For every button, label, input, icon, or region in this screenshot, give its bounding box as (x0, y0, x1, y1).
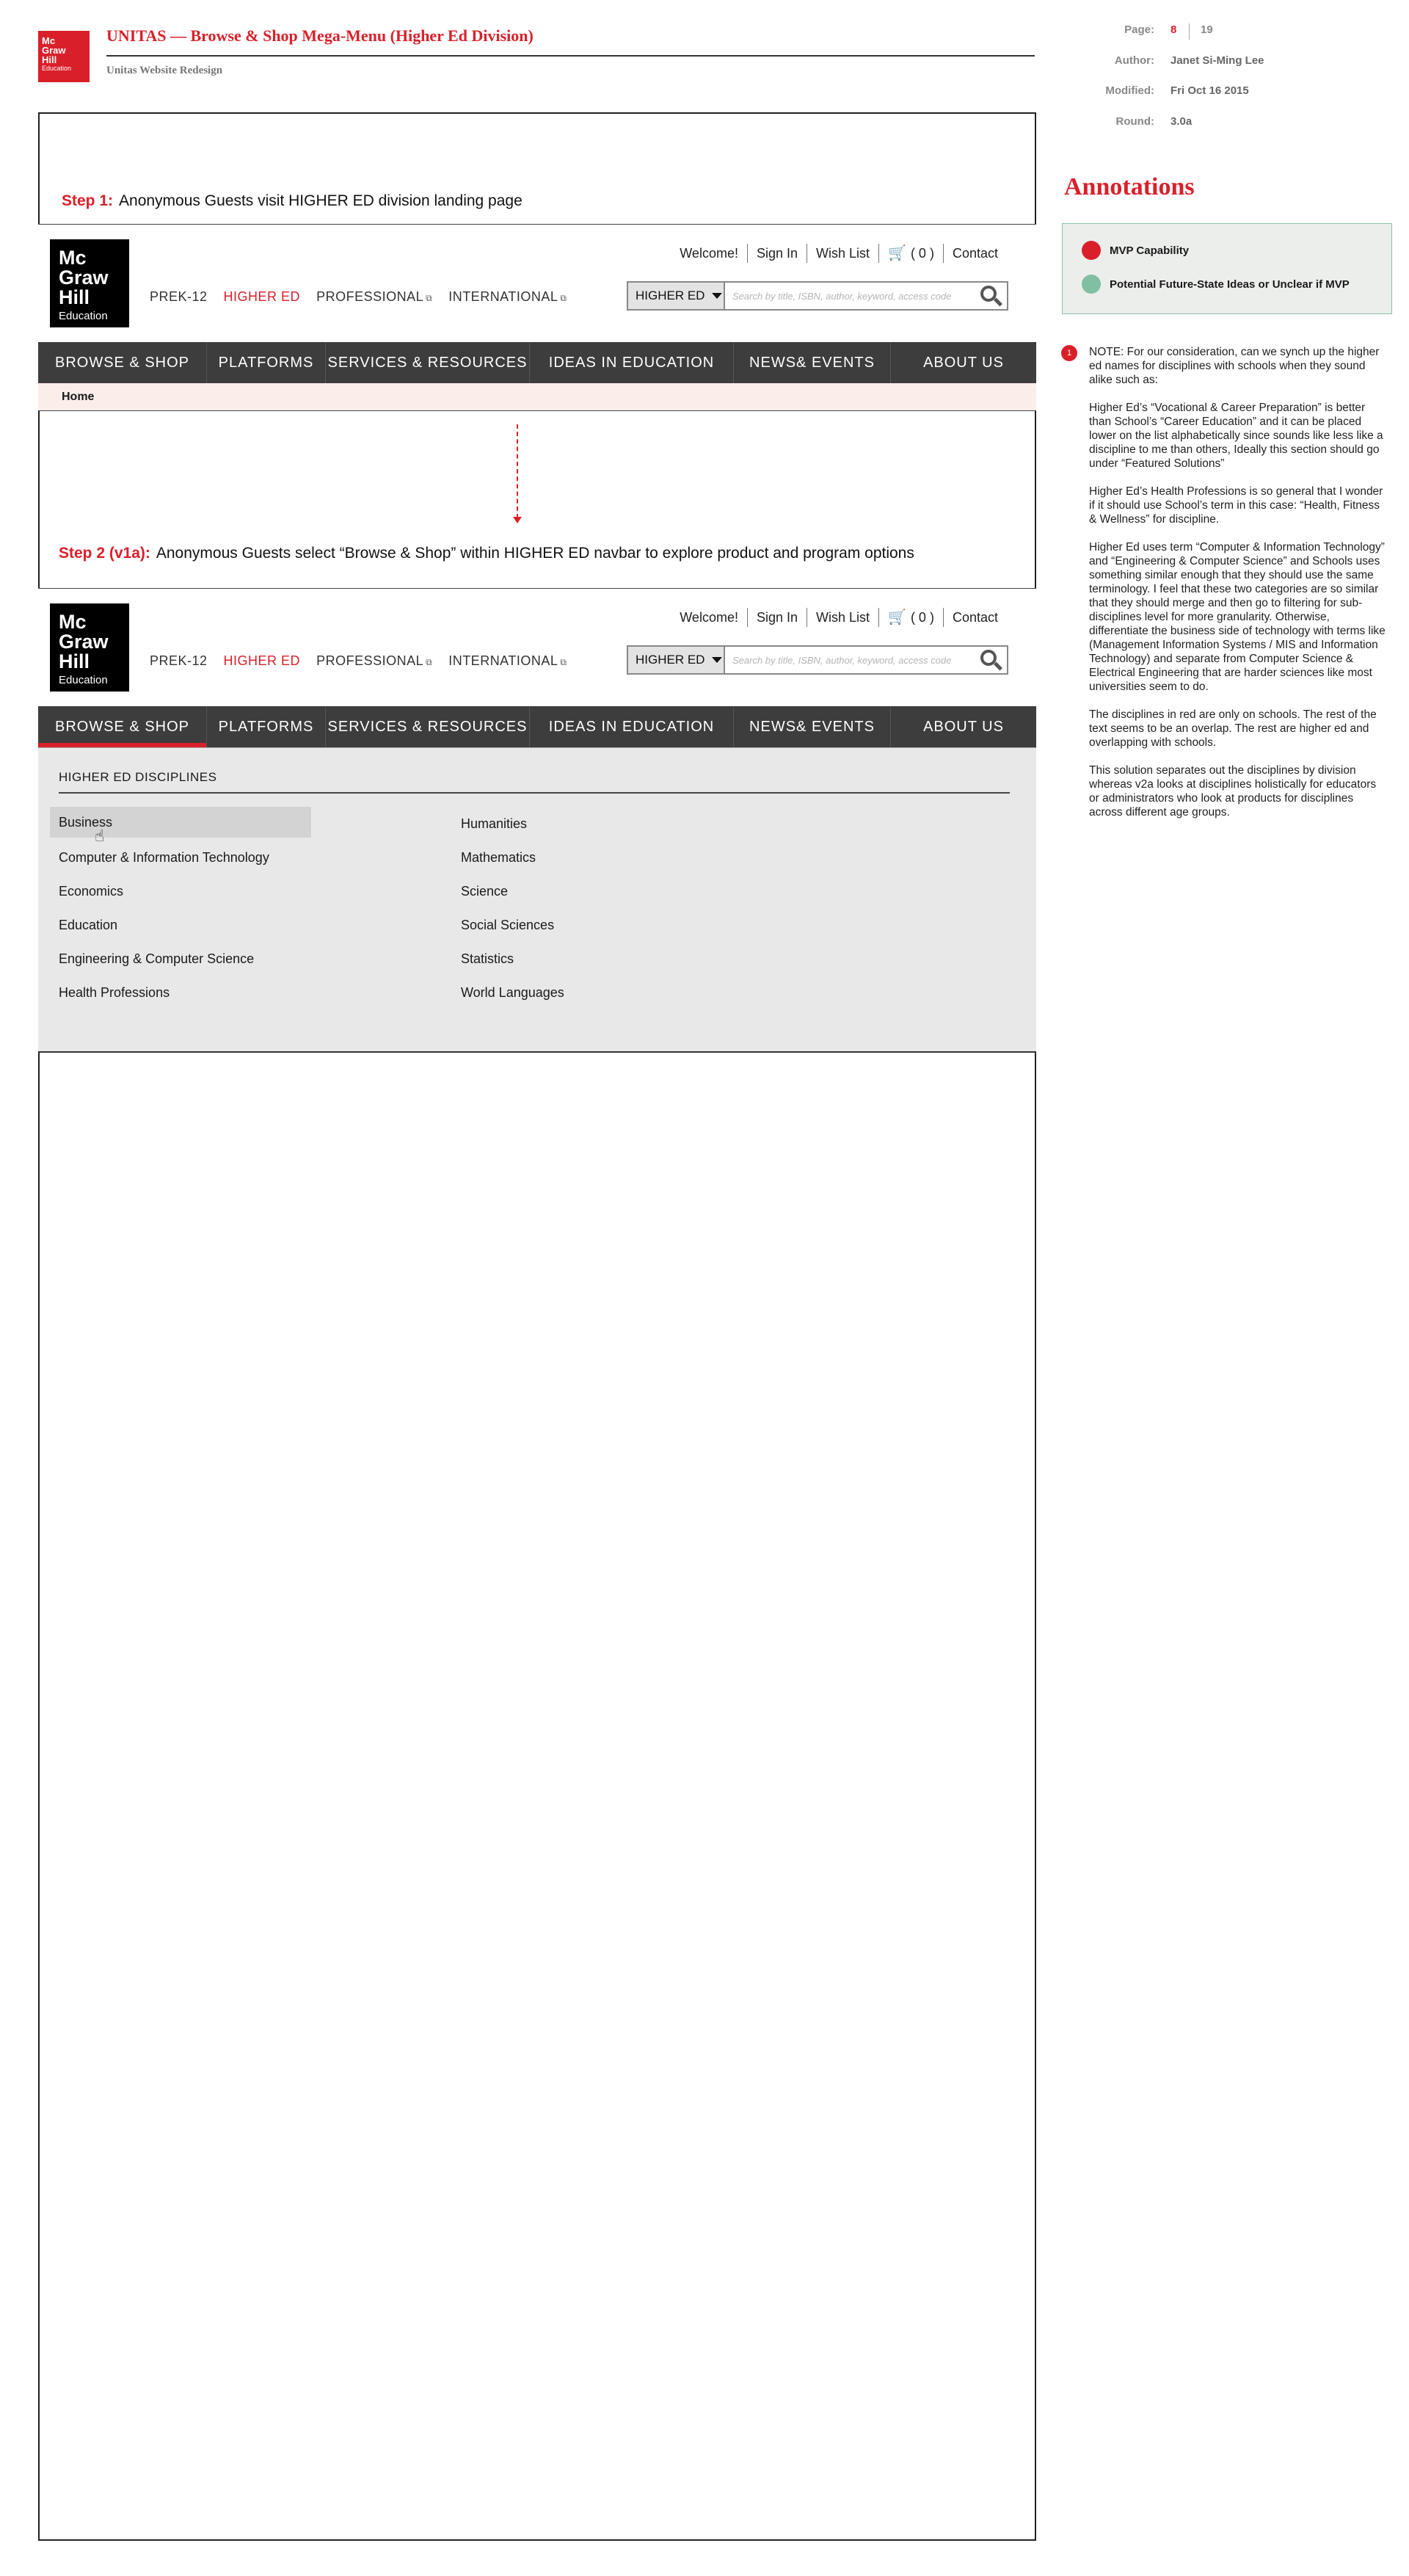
external-link-icon: ⧉ (426, 293, 433, 303)
site-logo-line: Education (59, 310, 108, 322)
external-link-icon: ⧉ (426, 657, 433, 667)
note-paragraph: Higher Ed’s Health Professions is so general that I wonder if it should use School’s term in this case: “Health, Fitness & Wellness” for discipline. (1089, 485, 1383, 526)
discipline-business[interactable]: Business (50, 807, 311, 838)
welcome-text: Welcome! (680, 610, 738, 625)
breadcrumb (38, 383, 1036, 411)
cart-count: ( 0 ) (910, 610, 934, 625)
nav-news-events[interactable]: NEWS& EVENTS (734, 342, 891, 383)
mega-menu (38, 747, 1036, 1053)
contact-link[interactable]: Contact (943, 608, 1007, 627)
nav-services-resources[interactable]: SERVICES & RESOURCES (326, 706, 530, 747)
division-prek12[interactable]: PREK-12 (150, 653, 208, 668)
search-icon[interactable] (975, 283, 1007, 309)
step-2-number: Step 2 (v1a): (59, 545, 150, 562)
meta-round-label: Round: (1115, 115, 1154, 128)
search-bar (627, 645, 1008, 675)
discipline-mathematics[interactable]: Mathematics (461, 850, 536, 865)
nav-about-us[interactable]: ABOUT US (923, 718, 1004, 735)
step-2-label (59, 545, 914, 562)
discipline-science[interactable]: Science (461, 884, 509, 899)
discipline-education[interactable]: Education (59, 918, 118, 932)
contact-link[interactable]: Contact (943, 244, 1007, 263)
nav-browse-shop[interactable]: BROWSE & SHOP (38, 706, 207, 747)
breadcrumb-home[interactable]: Home (62, 391, 95, 403)
division-professional-link[interactable] (316, 653, 432, 669)
discipline-engineering-cs[interactable]: Engineering & Computer Science (59, 951, 255, 966)
site-header (38, 589, 1036, 706)
annotations-legend (1062, 223, 1392, 314)
sign-in-link[interactable]: Sign In (747, 244, 807, 263)
note-paragraph: Higher Ed uses term “Computer & Information Technology” and “Engineering & Computer Science” and Schools uses something similar enough that they should use the same terminology. I feel that these two categories are so similar that they should merge and then go to filtering for sub-disciplines level for more granularity. Otherwise, differentiate the business side of technology with terms like (Management Information Systems / MIS and Information Technology) and separate from Computer Science & Electrical Engineering that are harder sciences like most universities seem to do. (1089, 541, 1386, 693)
discipline-humanities[interactable]: Humanities (461, 816, 528, 831)
chevron-down-icon (712, 657, 722, 663)
utility-nav (671, 608, 1007, 627)
cart-icon: 🛒 (888, 245, 906, 261)
division-international: INTERNATIONAL (448, 653, 558, 668)
discipline-social-sciences[interactable]: Social Sciences (461, 918, 555, 932)
meta-page-divider (1189, 23, 1190, 40)
meta-author-value: Janet Si-Ming Lee (1170, 54, 1264, 67)
wireframe-canvas (38, 112, 1036, 2541)
nav-ideas-in-education[interactable]: IDEAS IN EDUCATION (530, 706, 734, 747)
site-logo-line: Education (59, 674, 108, 686)
chevron-down-icon (712, 293, 722, 299)
sign-in-link[interactable]: Sign In (747, 608, 807, 627)
step-1-label (62, 192, 523, 210)
note-paragraph: The disciplines in red are only on schools. The rest of the text seems to be an overlap. The rest are higher ed and overlapping with schools. (1089, 708, 1377, 749)
site-logo-line: Graw (59, 266, 109, 289)
legend-label: MVP Capability (1110, 244, 1190, 257)
division-higher-ed[interactable]: HIGHER ED (223, 653, 301, 668)
main-navbar (38, 706, 1036, 747)
site-logo-line: Mc (59, 247, 87, 269)
doc-logo-line: Education (42, 65, 72, 72)
site-logo-line: Hill (59, 286, 90, 308)
annotations-title: Annotations (1064, 173, 1195, 200)
division-higher-ed[interactable]: HIGHER ED (223, 289, 301, 304)
legend-label: Potential Future-State Ideas or Unclear if MVP (1110, 277, 1350, 291)
flow-arrow-head (513, 517, 522, 523)
legend-item-future (1082, 275, 1350, 294)
mega-menu-rule (59, 792, 1010, 794)
meta-modified-value: Fri Oct 16 2015 (1170, 84, 1249, 97)
step-1-text: Anonymous Guests visit HIGHER ED division landing page (119, 192, 523, 209)
doc-logo-line: Mc (42, 35, 56, 46)
meta-modified-label: Modified: (1105, 84, 1154, 97)
step-1-number: Step 1: (62, 192, 114, 209)
doc-logo (38, 31, 90, 82)
step-2-text: Anonymous Guests select “Browse & Shop” within HIGHER ED navbar to explore product and program options (156, 545, 914, 562)
note-paragraph: This solution separates out the disciplines by division whereas v2a looks at disciplines holistically for educators or administrators who look at products for disciplines across different age groups. (1089, 764, 1377, 819)
site-logo-line: Mc (59, 611, 87, 633)
site-header (38, 225, 1036, 342)
external-link-icon: ⧉ (560, 657, 567, 667)
doc-subtitle: Unitas Website Redesign (106, 65, 223, 76)
nav-ideas-in-education[interactable]: IDEAS IN EDUCATION (530, 342, 734, 383)
welcome-text: Welcome! (680, 246, 738, 261)
site-logo-line: Hill (59, 650, 90, 672)
nav-services-resources[interactable]: SERVICES & RESOURCES (326, 342, 530, 383)
division-nav (150, 653, 567, 669)
mega-menu-heading: HIGHER ED DISCIPLINES (59, 770, 217, 784)
hand-cursor-icon: ☝ (95, 827, 105, 845)
note-number-badge: 1 (1061, 345, 1077, 361)
nav-news-events[interactable]: NEWS& EVENTS (734, 706, 891, 747)
search-input[interactable] (725, 283, 975, 309)
nav-platforms[interactable]: PLATFORMS (207, 342, 326, 383)
site-logo-line: Graw (59, 631, 109, 653)
site-logo[interactable] (50, 239, 129, 327)
division-international-link[interactable] (448, 653, 567, 669)
wish-list-link[interactable]: Wish List (807, 608, 878, 627)
cart-count: ( 0 ) (910, 246, 934, 261)
division-international: INTERNATIONAL (448, 289, 558, 304)
division-professional-link[interactable] (316, 289, 432, 305)
future-dot-icon (1082, 275, 1101, 294)
division-international-link[interactable] (448, 289, 567, 305)
wish-list-link[interactable]: Wish List (807, 244, 878, 263)
doc-title: UNITAS — Browse & Shop Mega-Menu (Higher Ed Division) (106, 26, 534, 45)
cart-link[interactable] (878, 244, 943, 263)
division-prek12[interactable]: PREK-12 (150, 289, 208, 304)
division-nav (150, 289, 567, 305)
meta-author-label: Author: (1114, 54, 1154, 67)
note-paragraph: Higher Ed’s “Vocational & Career Preparation” is better than School’s “Career Education” and it can be placed lower on the list alphabetically since sounds like less like a discipline to me than others, Ideally this section should go under “Featured Solutions” (1089, 402, 1383, 470)
discipline-economics[interactable]: Economics (59, 884, 124, 899)
search-input[interactable] (725, 647, 975, 673)
search-icon[interactable] (975, 647, 1007, 673)
search-scope-value: HIGHER ED (636, 289, 705, 302)
nav-platforms[interactable]: PLATFORMS (207, 706, 326, 747)
cart-link[interactable] (878, 608, 943, 627)
search-scope-select[interactable] (628, 647, 725, 673)
note-paragraph: NOTE: For our consideration, can we synch up the higher ed names for disciplines with schools when they sound alike such as: (1089, 346, 1380, 386)
cart-icon: 🛒 (888, 609, 906, 625)
discipline-health-professions[interactable]: Health Professions (59, 985, 170, 1000)
site-mock-landing (38, 224, 1036, 411)
legend-item-mvp (1082, 241, 1189, 260)
mvp-dot-icon (1082, 241, 1101, 260)
site-mock-mega-menu (38, 588, 1036, 1053)
division-professional: PROFESSIONAL (316, 289, 424, 304)
site-logo[interactable] (50, 603, 129, 692)
discipline-column-1 (38, 807, 317, 1009)
doc-logo-line: Hill (42, 54, 57, 65)
discipline-column-2 (440, 807, 564, 1009)
meta-page-label: Page: (1124, 23, 1154, 36)
discipline-computer-info-tech[interactable]: Computer & Information Technology (59, 850, 269, 865)
division-professional: PROFESSIONAL (316, 653, 424, 668)
flow-arrow (517, 424, 518, 518)
discipline-statistics[interactable]: Statistics (461, 951, 514, 966)
meta-round-value: 3.0a (1170, 115, 1193, 128)
utility-nav (671, 244, 1007, 263)
search-scope-select[interactable] (628, 283, 725, 309)
external-link-icon: ⧉ (560, 293, 567, 303)
main-navbar (38, 342, 1036, 383)
meta-page-total: 19 (1201, 23, 1213, 36)
discipline-world-languages[interactable]: World Languages (461, 985, 564, 1000)
search-scope-value: HIGHER ED (636, 653, 705, 667)
search-bar (627, 281, 1008, 311)
annotation-note (1089, 345, 1388, 833)
doc-logo-line: Graw (42, 45, 66, 56)
nav-browse-shop[interactable]: BROWSE & SHOP (38, 342, 207, 383)
doc-title-rule (106, 55, 1035, 57)
nav-about-us[interactable]: ABOUT US (923, 354, 1004, 371)
meta-page-value: 8 (1170, 23, 1177, 36)
